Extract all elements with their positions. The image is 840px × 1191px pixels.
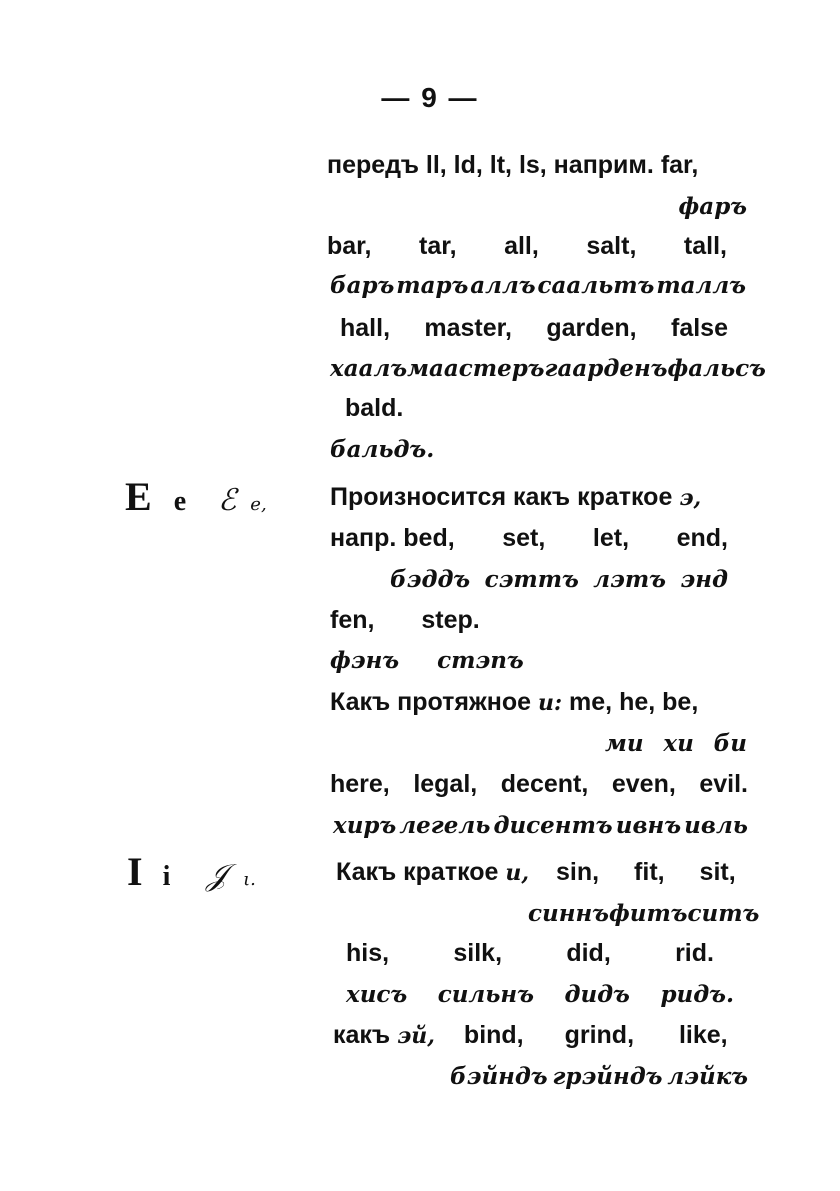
- word: false: [671, 314, 728, 342]
- word: таръ: [396, 272, 469, 299]
- word: ивль: [684, 812, 748, 839]
- word: хи: [663, 730, 694, 757]
- word: rid.: [675, 939, 714, 967]
- word: did,: [566, 939, 611, 967]
- word: here,: [330, 770, 390, 798]
- transliteration-line: бальдъ.: [330, 436, 435, 463]
- word: хиръ: [333, 812, 397, 839]
- word: бэйндъ: [450, 1063, 548, 1090]
- word: аллъ: [470, 272, 536, 299]
- word: bind,: [463, 1021, 524, 1049]
- word: all,: [504, 232, 539, 260]
- text-line: передъ ll, ld, lt, ls, наприм. far,: [327, 151, 699, 179]
- transliteration-line: [390, 560, 728, 600]
- text-line: [336, 852, 746, 892]
- word: set,: [502, 524, 546, 552]
- word: легель: [399, 812, 491, 839]
- word: баръ: [330, 272, 395, 299]
- text-line: [346, 933, 714, 973]
- letter-heading-e: [125, 474, 267, 519]
- word: таллъ: [656, 272, 746, 299]
- script-lowercase-letter: ι.: [243, 869, 256, 890]
- word: evil.: [699, 770, 748, 798]
- word: ивнъ: [615, 812, 682, 839]
- word: even,: [611, 770, 676, 798]
- word: legal,: [413, 770, 478, 798]
- capital-letter: E: [125, 474, 152, 519]
- words: me, he, be,: [569, 688, 699, 716]
- transliteration-line: [333, 806, 748, 846]
- word: master,: [424, 314, 512, 342]
- description: Какъ краткое: [336, 858, 499, 886]
- vowel: эй,: [397, 1023, 435, 1049]
- word: silk,: [453, 939, 503, 967]
- word: garden,: [546, 314, 637, 342]
- lowercase-letter: i: [162, 861, 171, 892]
- word: грэйндъ: [552, 1063, 663, 1090]
- script-lowercase-letter: e,: [250, 494, 267, 515]
- lowercase-letter: e: [173, 486, 187, 517]
- word: like,: [678, 1021, 728, 1049]
- description: какъ: [333, 1021, 391, 1049]
- text-line: [330, 518, 728, 558]
- page-number: — 9 —: [381, 82, 479, 113]
- word: his,: [346, 939, 390, 967]
- transliteration-line: [330, 349, 766, 389]
- letter-heading-i: [127, 849, 256, 894]
- word: би: [713, 730, 747, 757]
- transliteration-line: [605, 724, 747, 764]
- word: step.: [421, 606, 480, 634]
- word: fen,: [330, 606, 375, 634]
- word: гаарденъ: [544, 355, 668, 382]
- word: саальтъ: [537, 272, 655, 299]
- word: decent,: [500, 770, 589, 798]
- vowel: э,: [679, 485, 702, 511]
- word: ридъ.: [660, 981, 734, 1008]
- word: tar,: [419, 232, 457, 260]
- word: фальсъ: [667, 355, 766, 382]
- word: лэтъ: [593, 566, 666, 593]
- text-line: [333, 1015, 753, 1055]
- transliteration-line: [330, 641, 524, 681]
- description: Произносится какъ краткое: [330, 483, 673, 511]
- word: сильнъ: [437, 981, 534, 1008]
- description: Какъ протяжное: [330, 688, 532, 716]
- word: бэддъ: [390, 566, 471, 593]
- script-capital-letter: ℰ: [218, 483, 237, 518]
- transliteration-line: [528, 894, 760, 934]
- vowel: и,: [505, 860, 530, 886]
- word: hall,: [340, 314, 391, 342]
- word: энд: [680, 566, 728, 593]
- word: хисъ: [346, 981, 408, 1008]
- word: end,: [676, 524, 728, 552]
- text-line: [330, 477, 750, 517]
- transliteration-line: фаръ: [678, 193, 747, 220]
- script-capital-letter: 𝒥: [206, 858, 228, 893]
- transliteration-line: [330, 266, 746, 306]
- word: sin,: [556, 858, 600, 886]
- word: grind,: [564, 1021, 635, 1049]
- capital-letter: I: [127, 849, 143, 894]
- word: дидъ: [564, 981, 630, 1008]
- word: маастеръ: [407, 355, 545, 382]
- word: fit,: [634, 858, 665, 886]
- word: salt,: [586, 232, 637, 260]
- text-line: [327, 226, 727, 266]
- word: let,: [592, 524, 630, 552]
- word: сэттъ: [484, 566, 579, 593]
- word: лэйкъ: [667, 1063, 748, 1090]
- word: ми: [605, 730, 644, 757]
- word: напр. bed,: [330, 524, 455, 552]
- transliteration-line: [346, 975, 734, 1015]
- text-line: bald.: [345, 394, 404, 422]
- word: фитъ: [608, 900, 688, 927]
- word: фэнъ: [330, 647, 400, 674]
- text-line: [330, 682, 750, 722]
- word: bar,: [327, 232, 372, 260]
- word: стэпъ: [437, 647, 524, 674]
- text-line: [330, 764, 748, 804]
- text-line: [340, 308, 728, 348]
- text-line: [330, 600, 480, 640]
- word: ситъ: [687, 900, 760, 927]
- word: tall,: [683, 232, 727, 260]
- word: дисентъ: [493, 812, 613, 839]
- word: sit,: [699, 858, 736, 886]
- vowel: и:: [537, 690, 563, 716]
- word: синнъ: [528, 900, 609, 927]
- word: хаалъ: [330, 355, 408, 382]
- transliteration-line: [450, 1057, 748, 1097]
